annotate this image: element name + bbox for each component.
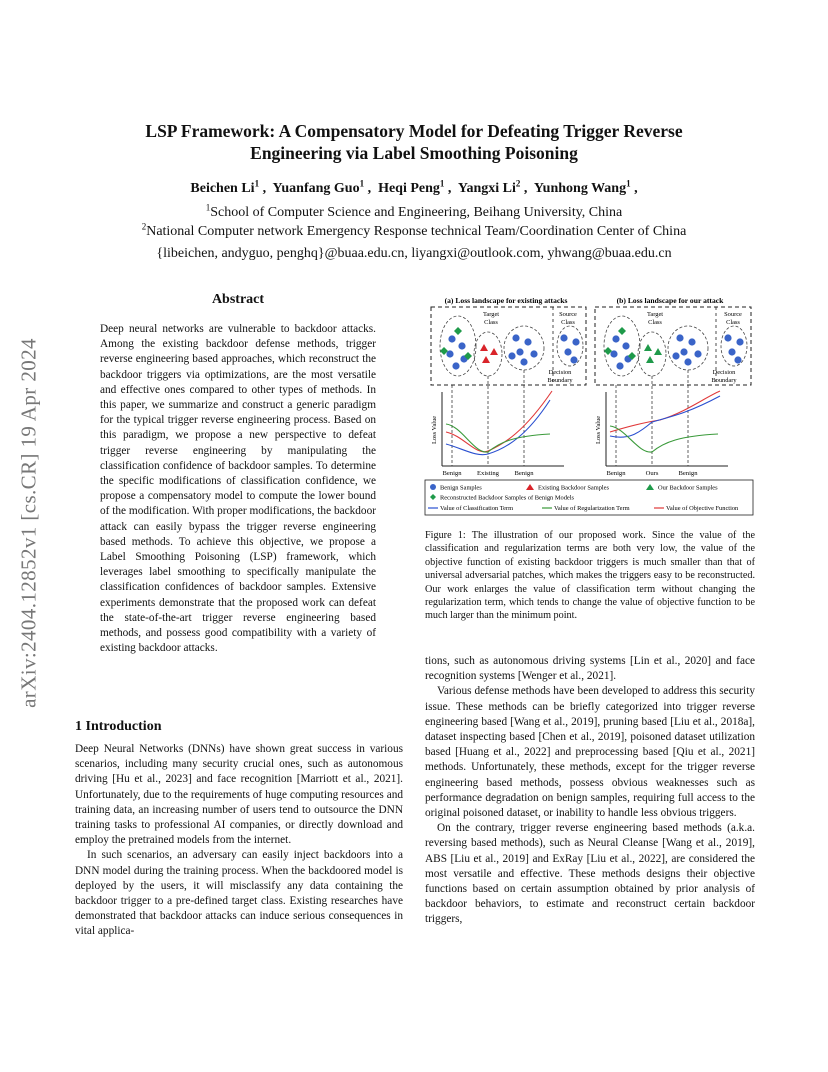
regularization-curve-a	[446, 424, 550, 452]
benign-samples-b	[610, 334, 743, 369]
author: Yunhong Wang$^1$	[533, 178, 631, 196]
author: Yuanfang Guo$^1$	[272, 178, 365, 196]
title-line-1: LSP Framework: A Compensatory Model for Defeating Trigger Reverse	[145, 121, 683, 141]
benign-samples-a	[446, 334, 579, 369]
arxiv-identifier: arXiv:2404.12852v1 [cs.CR] 19 Apr 2024	[16, 337, 41, 708]
classification-curve-b	[610, 396, 720, 437]
source-class-label: Source	[559, 311, 577, 318]
affiliation-1: $^1$School of Computer Science and Engineering, Beihang University, China	[205, 202, 623, 220]
author-emails: {libeichen, andyguo, penghq}@buaa.edu.cn, liyangxi@outlook.com, yhwang@buaa.edu.cn	[156, 246, 672, 261]
svg-text:Class: Class	[726, 319, 740, 326]
paragraph: On the contrary, trigger reverse engineering based methods (a.k.a. reversing based methods), such as Neural Cleanse [Wang et al., 2019], ABS [Liu et al., 2019] and ExRay [Liu et al., 2022], are considered the most versatile and effective. These methods designs their objective functions based on certain assumption obtained by prior analysis of backdoor behaviors, to estimate and reconstruct certain backdoor triggers,	[425, 822, 755, 926]
abstract-heading: Abstract	[211, 292, 265, 307]
panel-a-title: (a) Loss landscape for existing attacks	[444, 296, 568, 305]
source-class-label: Source	[724, 311, 742, 318]
author: Heqi Peng$^1$	[378, 178, 445, 196]
cluster-ellipse	[557, 326, 583, 366]
objective-curve-b	[610, 391, 720, 432]
decision-boundary-label: Decision	[712, 369, 736, 376]
right-column-body	[425, 654, 755, 928]
svg-text:Boundary: Boundary	[711, 377, 737, 384]
author: Yangxi Li$^2$	[457, 178, 521, 196]
our-backdoor-samples	[644, 344, 662, 363]
figure-caption: Figure 1: The illustration of our proposed work. Since the value of the classification and regularization terms are both very low, the value of the objective function of existing backdoor triggers is much smaller than that of universal adversarial patches, which makes the triggers easy to be reconstructed. Our work enlarges the value of classification term without changing the regularization term, which tends to change the value of objective function to be much larger than the minimum point.	[425, 530, 755, 622]
legend-existing-marker	[526, 484, 534, 490]
target-class-label: Target	[482, 311, 500, 318]
legend-objective: Value of Objective Function	[666, 505, 739, 512]
loss-value-label: Loss Value	[595, 415, 602, 444]
affiliation-2: $^2$National Computer network Emergency Response technical Team/Coordination Center of China	[141, 221, 687, 239]
existing-backdoor-samples	[480, 344, 498, 363]
legend-existing: Existing Backdoor Samples	[538, 484, 609, 492]
target-class-label: Target	[646, 311, 664, 318]
legend-regularization: Value of Regularization Term	[554, 505, 630, 512]
legend-ours-marker	[646, 484, 654, 490]
legend-reconstructed: Reconstructed Backdoor Samples of Benign Models	[440, 494, 575, 502]
objective-curve-a	[446, 391, 552, 452]
paragraph: tions, such as autonomous driving systems [Lin et al., 2020] and face recognition systems [Wenger et al., 2021].	[425, 655, 755, 683]
decision-boundary-label: Decision	[548, 369, 572, 376]
axis-label: Benign	[514, 470, 534, 477]
reconstructed-samples-b	[604, 327, 636, 360]
loss-value-label: Loss Value	[431, 415, 438, 444]
legend-reconstructed-marker	[430, 494, 436, 500]
axis-label: Benign	[442, 470, 462, 477]
svg-text:Class: Class	[484, 319, 498, 326]
author-list: Beichen Li$^1$ , Yuanfang Guo$^1$ , Heqi Peng$^1$ , Yangxi Li$^2$ , Yunhong Wang$^1$ ,	[190, 178, 638, 196]
axis-label: Ours	[645, 470, 659, 477]
regularization-curve-b	[610, 426, 718, 452]
axis-label: Existing	[477, 470, 499, 477]
cluster-ellipse	[721, 326, 747, 366]
panel-b-title: (b) Loss landscape for our attack	[616, 296, 724, 305]
paragraph: In such scenarios, an adversary can easily inject backdoors into a DNN model during the training process. When the backdoored model is deployed by the users, it will misclassify any data containing the backdoor trigger to a pre-defined target class. Existing researches have demonstrated that backdoor attacks can induce serious consequences in vital applica-	[75, 849, 403, 938]
legend-ours: Our Backdoor Samples	[658, 484, 718, 492]
reconstructed-samples-a	[440, 327, 472, 360]
cluster-ellipse	[474, 332, 502, 376]
axis-label: Benign	[678, 470, 698, 477]
legend-classification: Value of Classification Term	[440, 505, 514, 512]
legend-benign-marker	[430, 484, 436, 490]
cluster-ellipse	[638, 332, 666, 376]
svg-text:Boundary: Boundary	[547, 377, 573, 384]
abstract-body: Deep neural networks are vulnerable to backdoor attacks. Among the existing backdoor defense methods, trigger reverse engineering based approaches, which reconstruct the backdoor triggers via optimizations, are the most versatile and effective ones compared to other types of methods. In this paper, we summarize and construct a generic paradigm for the typical trigger reverse engineering process. Based on this paradigm, we propose a new perspective to defeat trigger reverse engineering by manipulating the classification confidence of backdoor samples. To determine the specific modifications of classification confidence, we propose a compensatory model to compute the lower bound of the modification. With proper modifications, the backdoor attack can easily bypass the trigger reverse engineering based methods. To achieve this objective, we propose a Label Smoothing Poisoning (LSP) framework, which leverages label smoothing to specifically manipulate the classification confidences of backdoor samples. Extensive experiments demonstrate that the proposed work can defeat the state-of-the-art trigger reverse engineering based methods, and possess good compatibility with a variety of existing backdoor attacks.	[100, 323, 376, 655]
axis-label: Benign	[606, 470, 626, 477]
paragraph: Various defense methods have been developed to address this security issue. These methods can be briefly categorized into trigger reverse engineering based [Wang et al., 2019], pruning based [Liu et al., 2018a], dataset inspecting based [Chen et al., 2019], poisoned dataset utilization based [Huang et al., 2022] and preprocessing based [Qiu et al., 2021] methods. Unfortunately, these methods, except for the trigger reverse engineering based methods, possess obvious weaknesses such as performance degradation on benign samples, requiring full access to the original poisoned dataset, or inability to handle less obvious triggers.	[425, 685, 755, 820]
introduction-body	[75, 742, 403, 940]
title-line-2: Engineering via Label Smoothing Poisoning	[250, 143, 578, 163]
author: Beichen Li$^1$	[190, 178, 260, 196]
svg-text:Class: Class	[648, 319, 662, 326]
paragraph: Deep Neural Networks (DNNs) have shown great success in various scenarios, including many security crucial ones, such as autonomous driving [Hu et al., 2023] and face recognition [Marriott et al., 2021]. Unfortunately, due to the requirements of huge computing resources and training data, an increasing number of users tend to outsource the DNN training tasks to professional AI companies, or directly download and employ the pretrained models from the internet.	[75, 743, 403, 847]
introduction-heading: 1 Introduction	[75, 719, 162, 734]
figure-1	[424, 294, 754, 516]
legend-benign: Benign Samples	[440, 484, 482, 492]
svg-text:Class: Class	[561, 319, 575, 326]
paper-title	[70, 120, 758, 164]
